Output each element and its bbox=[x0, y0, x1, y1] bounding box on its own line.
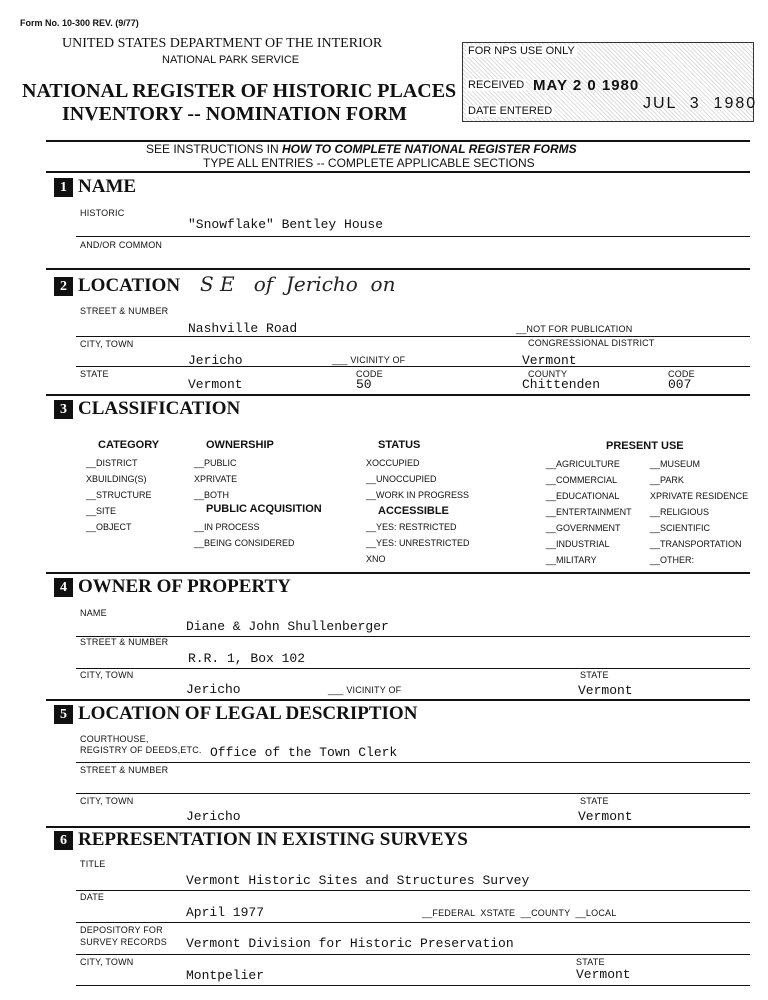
section-3-title: CLASSIFICATION bbox=[78, 398, 241, 419]
section-4-title: OWNER OF PROPERTY bbox=[78, 576, 291, 597]
survey-city-label: CITY, TOWN bbox=[80, 957, 134, 967]
survey-title-label: TITLE bbox=[80, 859, 106, 869]
legal-city-value: Jericho bbox=[186, 809, 241, 824]
instructions-line1 bbox=[146, 142, 577, 156]
department-name: UNITED STATES DEPARTMENT OF THE INTERIOR bbox=[62, 36, 383, 51]
acquisition-item: __BEING CONSIDERED bbox=[194, 538, 295, 548]
present-use-item: __COMMERCIAL bbox=[546, 475, 618, 485]
section-6-title: REPRESENTATION IN EXISTING SURVEYS bbox=[78, 829, 468, 850]
survey-date-label: DATE bbox=[80, 892, 105, 902]
owner-vicinity-of: ___ VICINITY OF bbox=[328, 685, 402, 695]
instructions-guide-title: HOW TO COMPLETE NATIONAL REGISTER FORMS bbox=[282, 142, 577, 156]
acquisition-item: __IN PROCESS bbox=[194, 522, 260, 532]
owner-name-value: Diane & John Shullenberger bbox=[186, 619, 389, 634]
owner-city-label: CITY, TOWN bbox=[80, 670, 134, 680]
county-label: COUNTY bbox=[528, 369, 568, 379]
registry-label: REGISTRY OF DEEDS,ETC. bbox=[80, 745, 202, 755]
section-4-rule bbox=[46, 572, 750, 574]
category-heading: CATEGORY bbox=[98, 439, 160, 451]
ownership-item: __PUBLIC bbox=[194, 458, 237, 468]
present-use-item: __GOVERNMENT bbox=[546, 523, 621, 533]
section-2-number: 2 bbox=[54, 277, 73, 296]
section-1-title: NAME bbox=[78, 176, 137, 197]
owner-state-value: Vermont bbox=[578, 683, 633, 698]
present-use-item: __PARK bbox=[650, 475, 684, 485]
date-entered-label: DATE ENTERED bbox=[468, 105, 553, 117]
congressional-district-label: CONGRESSIONAL DISTRICT bbox=[528, 338, 655, 348]
county-code-label: CODE bbox=[668, 369, 695, 379]
courthouse-rule bbox=[76, 762, 750, 763]
congressional-district-value: Vermont bbox=[522, 353, 577, 368]
courthouse-value: Office of the Town Clerk bbox=[210, 745, 398, 760]
present-use-item: __MUSEUM bbox=[650, 459, 701, 469]
not-for-publication: __NOT FOR PUBLICATION bbox=[516, 324, 633, 334]
section-3-rule bbox=[46, 394, 750, 396]
present-use-item: XPRIVATE RESIDENCE bbox=[650, 491, 749, 501]
present-use-item: __ENTERTAINMENT bbox=[546, 507, 632, 517]
owner-state-label: STATE bbox=[580, 670, 609, 680]
street-number-label: STREET & NUMBER bbox=[80, 306, 169, 316]
section-1-rule bbox=[46, 171, 750, 173]
accessible-item: __YES: RESTRICTED bbox=[366, 522, 457, 532]
section-2-title: LOCATION bbox=[78, 275, 181, 296]
present-use-item: __AGRICULTURE bbox=[546, 459, 620, 469]
state-label: STATE bbox=[80, 369, 109, 379]
survey-date-rule bbox=[76, 922, 750, 923]
owner-street-label: STREET & NUMBER bbox=[80, 637, 169, 647]
survey-date-value: April 1977 bbox=[186, 905, 265, 920]
category-item: XBUILDING(S) bbox=[86, 474, 147, 484]
state-code-value: 50 bbox=[356, 377, 372, 392]
city-town-label: CITY, TOWN bbox=[80, 339, 134, 349]
depository-rule bbox=[76, 954, 750, 955]
historic-label: HISTORIC bbox=[80, 208, 125, 218]
category-item: __STRUCTURE bbox=[86, 490, 152, 500]
status-heading: STATUS bbox=[378, 439, 421, 451]
present-use-item: __MILITARY bbox=[546, 555, 597, 565]
present-use-item: __OTHER: bbox=[650, 555, 695, 565]
county-value: Chittenden bbox=[522, 377, 601, 392]
form-number: Form No. 10-300 REV. (9/77) bbox=[20, 18, 139, 28]
depository-label: DEPOSITORY FOR bbox=[80, 925, 163, 935]
street-rule bbox=[76, 336, 750, 337]
survey-state-label: STATE bbox=[576, 957, 605, 967]
survey-title-value: Vermont Historic Sites and Structures Survey bbox=[186, 873, 530, 888]
present-use-heading: PRESENT USE bbox=[606, 440, 684, 452]
present-use-item: __TRANSPORTATION bbox=[650, 539, 742, 549]
received-stamp: MAY 2 0 1980 bbox=[533, 77, 640, 94]
county-code-value: 007 bbox=[668, 377, 692, 392]
accessible-item: __YES: UNRESTRICTED bbox=[366, 538, 470, 548]
common-name-label: AND/OR COMMON bbox=[80, 240, 163, 250]
legal-street-label: STREET & NUMBER bbox=[80, 765, 169, 775]
category-item: __DISTRICT bbox=[86, 458, 138, 468]
legal-state-label: STATE bbox=[580, 796, 609, 806]
survey-title-rule bbox=[76, 890, 750, 891]
category-item: __OBJECT bbox=[86, 522, 132, 532]
legal-city-label: CITY, TOWN bbox=[80, 796, 134, 806]
status-item: __WORK IN PROGRESS bbox=[366, 490, 470, 500]
section-5-title: LOCATION OF LEGAL DESCRIPTION bbox=[78, 703, 418, 724]
present-use-item: __INDUSTRIAL bbox=[546, 539, 610, 549]
status-item: XOCCUPIED bbox=[366, 458, 420, 468]
section-2-rule bbox=[46, 268, 750, 270]
survey-city-rule bbox=[76, 985, 750, 986]
section-5-number: 5 bbox=[54, 705, 73, 724]
courthouse-label: COURTHOUSE, bbox=[80, 734, 149, 744]
instructions-prefix: SEE INSTRUCTIONS IN bbox=[146, 142, 283, 156]
accessible-item: XNO bbox=[366, 554, 386, 564]
form-title-line1: NATIONAL REGISTER OF HISTORIC PLACES bbox=[22, 80, 457, 102]
ownership-item: XPRIVATE bbox=[194, 474, 238, 484]
present-use-item: __SCIENTIFIC bbox=[650, 523, 711, 533]
category-item: __SITE bbox=[86, 506, 117, 516]
section-4-number: 4 bbox=[54, 578, 73, 597]
present-use-item: __EDUCATIONAL bbox=[546, 491, 620, 501]
status-item: __UNOCCUPIED bbox=[366, 474, 437, 484]
accessible-heading: ACCESSIBLE bbox=[378, 505, 449, 517]
section-1-number: 1 bbox=[54, 178, 73, 197]
owner-street-rule bbox=[76, 668, 750, 669]
survey-state-value: Vermont bbox=[576, 967, 631, 982]
historic-rule bbox=[76, 236, 750, 237]
street-value: Nashville Road bbox=[188, 321, 298, 336]
section-3-number: 3 bbox=[54, 400, 73, 419]
historic-name-value: "Snowflake" Bentley House bbox=[188, 217, 384, 232]
survey-city-value: Montpelier bbox=[186, 968, 265, 983]
city-value: Jericho bbox=[188, 353, 243, 368]
owner-street-value: R.R. 1, Box 102 bbox=[188, 651, 306, 666]
nps-use-only-box bbox=[462, 42, 758, 122]
ownership-heading: OWNERSHIP bbox=[206, 439, 274, 451]
section-6-number: 6 bbox=[54, 831, 73, 850]
date-entered-stamp: JUL 3 1980 bbox=[643, 95, 758, 112]
section-6-rule bbox=[46, 826, 750, 828]
city-rule bbox=[76, 366, 750, 367]
nps-use-only-label: FOR NPS USE ONLY bbox=[468, 45, 575, 57]
legal-state-value: Vermont bbox=[578, 809, 633, 824]
state-code-label: CODE bbox=[356, 369, 383, 379]
legal-street-rule bbox=[76, 793, 750, 794]
ownership-item: __BOTH bbox=[194, 490, 230, 500]
vicinity-of: ___ VICINITY OF bbox=[332, 355, 406, 365]
received-label: RECEIVED bbox=[468, 79, 525, 91]
state-value: Vermont bbox=[188, 377, 243, 392]
section-5-rule bbox=[46, 699, 750, 701]
owner-city-value: Jericho bbox=[186, 682, 241, 697]
owner-name-label: NAME bbox=[80, 608, 107, 618]
survey-records-label: SURVEY RECORDS bbox=[80, 937, 167, 947]
instructions-line2: TYPE ALL ENTRIES -- COMPLETE APPLICABLE SECTIONS bbox=[203, 156, 535, 170]
owner-name-rule bbox=[76, 636, 750, 637]
present-use-item: __RELIGIOUS bbox=[650, 507, 710, 517]
handwritten-location-note: S E of Jericho on bbox=[200, 272, 396, 296]
form-title-line2: INVENTORY -- NOMINATION FORM bbox=[62, 103, 408, 125]
service-name: NATIONAL PARK SERVICE bbox=[162, 54, 300, 66]
survey-level-options: __FEDERAL XSTATE __COUNTY __LOCAL bbox=[422, 908, 617, 918]
depository-value: Vermont Division for Historic Preservation bbox=[186, 936, 514, 951]
public-acquisition-heading: PUBLIC ACQUISITION bbox=[206, 503, 322, 515]
